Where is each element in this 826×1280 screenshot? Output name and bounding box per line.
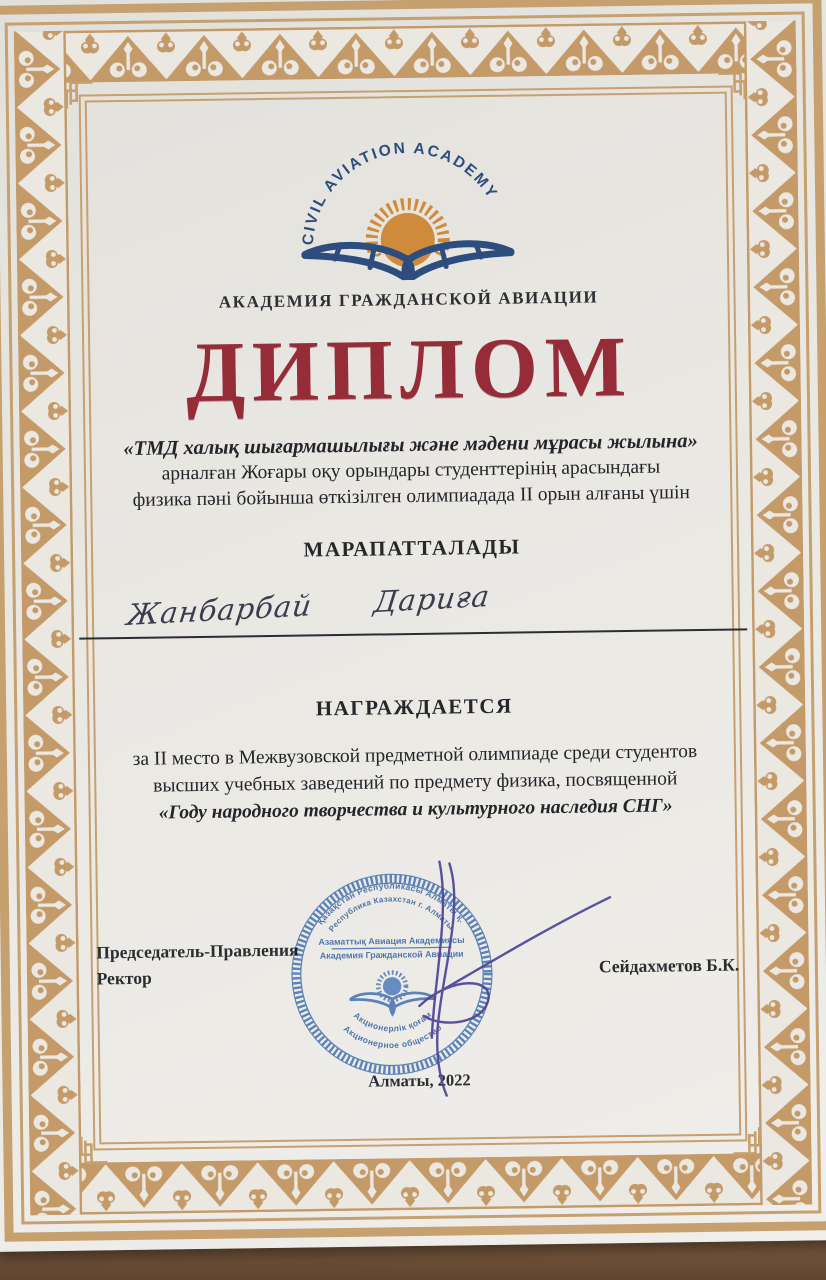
greek-key-corner-icon [729, 1123, 763, 1157]
stamp-ring-bottom-kazakh: Акционерлік қоғам [351, 1009, 434, 1034]
stamp-logo-icon [350, 972, 434, 1017]
recipient-name-line [80, 629, 747, 640]
signer-title-line-1: Председатель-Правления [96, 939, 299, 963]
stamp-center-kazakh: Азаматтық Авиация Академиясы [318, 934, 465, 947]
russian-line-3: «Году народного творчества и культурного наследия СНГ» [158, 795, 673, 824]
greek-key-corner-icon [62, 78, 96, 112]
russian-line-2: высших учебных заведений по предмету физика, посвященной [153, 768, 678, 797]
academy-logo [275, 126, 539, 282]
signer-name: Сейдахметов Б.К. [598, 954, 740, 977]
recipient-handwritten-name: Жанбарбай Дариға [125, 579, 493, 633]
ornament-border-top [14, 21, 797, 84]
diploma-title: ДИПЛОМ [185, 317, 634, 421]
kazakh-line-3: физика пәні бойынша өткізілген олимпиадада II орын алғаны үшін [132, 482, 691, 512]
kazakh-ornament-pattern-icon [14, 21, 797, 84]
stamp-center-russian: Академия Гражданской Авиации [319, 948, 464, 961]
stamp-ring-bottom-russian: Акционерное общество [341, 1022, 444, 1051]
russian-line-1: за II место в Межвузовской предметной олимпиаде среди студентов [132, 741, 698, 771]
recipient-name-row [79, 573, 747, 644]
kazakh-line-2: арналған Жоғары оқу орындары студенттерінің арасындағы [161, 456, 661, 485]
greek-key-corner-icon [77, 1132, 111, 1166]
round-seal-icon [262, 867, 523, 1083]
russian-dedication-block [132, 738, 698, 827]
greek-key-corner-icon [714, 69, 748, 103]
city-year: Алматы, 2022 [368, 1070, 471, 1091]
logo-arc-text: CIVIL AVIATION ACADEMY [299, 139, 502, 246]
signer-title-line-2: Ректор [96, 967, 152, 989]
kazakh-ornament-pattern-icon [30, 1152, 813, 1215]
stamp-ring-top-kazakh: Қазақстан Республикасы Алматы қ. [315, 880, 468, 927]
ornament-border-bottom [30, 1152, 813, 1215]
stamp-ring-top-russian: Республика Казахстан г. Алматы [327, 894, 456, 934]
award-word-russian: НАГРАЖДАЕТСЯ [315, 693, 513, 721]
kazakh-dedication-block [123, 428, 698, 514]
academy-name: АКАДЕМИЯ ГРАЖДАНСКОЙ АВИАЦИИ [218, 287, 599, 312]
award-word-kazakh: МАРАПАТТАЛАДЫ [303, 534, 521, 562]
round-stamp [262, 867, 523, 1083]
kazakh-line-1: «ТМД халық шығармашылығы және мәдени мұрасы жылына» [123, 430, 698, 461]
